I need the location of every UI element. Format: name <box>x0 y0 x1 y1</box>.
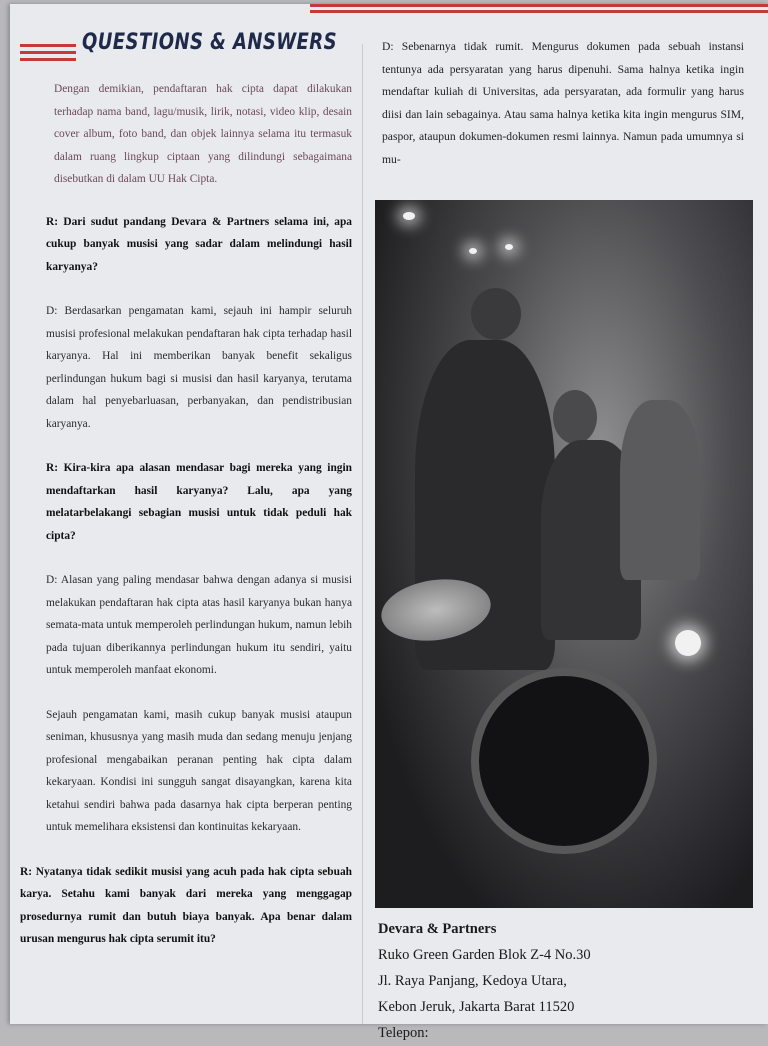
header-stripe-left <box>20 44 76 65</box>
phone-label: Telepon: <box>378 1025 429 1041</box>
singer-head <box>553 390 597 444</box>
question-2: R: Kira-kira apa alasan mendasar bagi mereka yang ingin mendaftarkan hasil karyanya? Lalu, apa yang melatarbelakangi sebagian musisi untuk tidak peduli hak cipta? <box>46 462 352 542</box>
address-line-1: Ruko Green Garden Blok Z-4 No.30 <box>378 947 591 963</box>
answer-1: D: Berdasarkan pengamatan kami, sejauh ini hampir seluruh musisi profesional melakukan pendaftaran hak cipta terhadap hasil karyanya. Hal ini memberikan banyak benefit sekaligus perlindungan hukum bagi si musisi dan hasil karyanya, terutama dalam hal penyebarluasan, perbanyakan, dan pendistribusian karyanya. <box>46 305 352 430</box>
crowd <box>620 400 700 580</box>
drum <box>471 668 657 854</box>
answer-2-continued: Sejauh pengamatan kami, masih cukup banyak musisi ataupun seniman, khususnya yang masih muda dan sedang menuju jenjang profesional mengabaikan peranan penting hak cipta dalam kekaryaan. Kondisi ini sungguh sangat disayangkan, karena kita ketahui sendiri bahwa pada dasarnya hak cipta berperan penting untuk memelihara eksistensi dan kontinuitas kekaryaan. <box>46 708 352 833</box>
answer-2: D: Alasan yang paling mendasar bahwa dengan adanya si musisi melakukan pendaftaran hak cipta atas hasil karyanya bukan hanya semata-mata untuk memperoleh perlindungan hukum, namun lebih pada tujuan diberikannya perlindungan hukum itu sendiri, yaitu untuk memperoleh manfaat ekonomi. <box>46 574 352 676</box>
question-3: R: Nyatanya tidak sedikit musisi yang acuh pada hak cipta sebuah karya. Setahu kami banyak dari mereka yang menggagap prosedurnya rumit dan butuh biaya banyak. Apa benar dalam urusan mengurus hak cipta serumit itu? <box>20 865 352 945</box>
column-divider <box>362 44 363 1024</box>
stage-light <box>403 212 415 220</box>
address-line-3: Kebon Jeruk, Jakarta Barat 11520 <box>378 999 575 1015</box>
intro-paragraph: Dengan demikian, pendaftaran hak cipta dapat dilakukan terhadap nama band, lagu/musik, lirik, notasi, video klip, desain cover album, foto band, dan objek lainnya selama itu termasuk dalam ruang lingkup ciptaan yang dilindungi sebagaimana disebutkan di dalam UU Hak Cipta. <box>54 83 352 185</box>
guitarist-head <box>471 288 521 340</box>
stage-light <box>469 248 477 254</box>
concert-photo <box>375 200 753 908</box>
question-1: R: Dari sudut pandang Devara & Partners selama ini, apa cukup banyak musisi yang sadar dalam melindungi hasil karyanya? <box>46 215 352 273</box>
right-column <box>382 36 744 171</box>
stage-light <box>505 244 513 250</box>
company-name: Devara & Partners <box>378 921 497 937</box>
stage-light <box>675 630 701 656</box>
answer-3: D: Sebenarnya tidak rumit. Mengurus dokumen pada sebuah instansi tentunya ada persyaratan yang harus dipenuhi. Sama halnya ketika ingin mendaftar kuliah di Universitas, ada persyaratan, ada formulir yang harus diisi dan lain sebagainya. Atau sama halnya ketika kita ingin mengurus SIM, paspor, ataupun dokumen-dokumen resmi lainnya. Namun pada umumnya si mu- <box>382 40 744 166</box>
left-column <box>20 78 352 973</box>
page-title: QUESTIONS & ANSWERS <box>82 30 337 55</box>
magazine-page <box>10 4 768 1041</box>
address-line-2: Jl. Raya Panjang, Kedoya Utara, <box>378 973 567 989</box>
header-stripe <box>310 4 768 22</box>
contact-block <box>378 916 758 1046</box>
